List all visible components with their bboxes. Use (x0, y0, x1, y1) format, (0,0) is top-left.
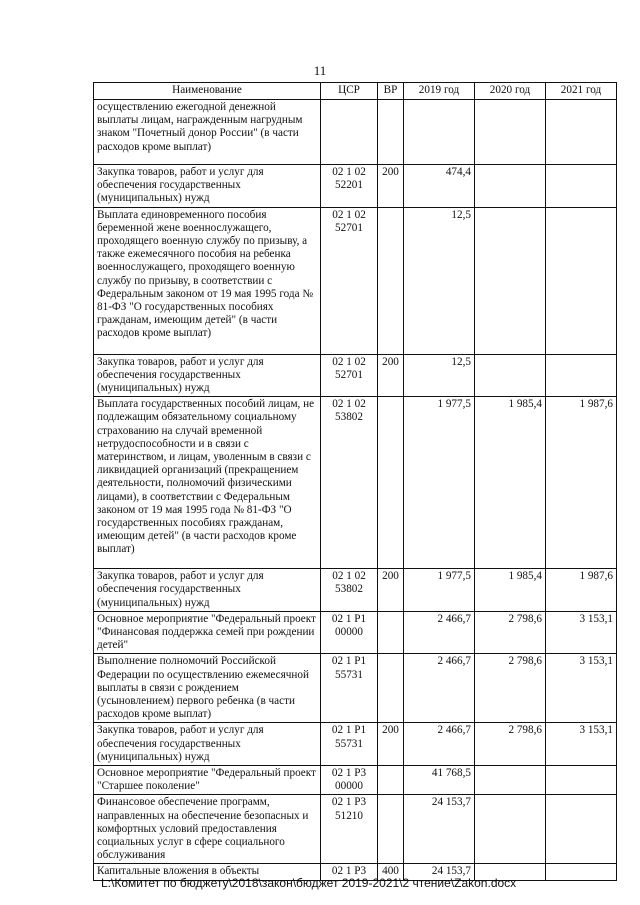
cell-2021 (546, 165, 617, 208)
cell-2019: 1 977,5 (404, 569, 475, 612)
cell-2021 (546, 795, 617, 864)
cell-2019: 12,5 (404, 354, 475, 397)
cell-csr: 02 1 P1 55731 (321, 723, 378, 766)
table-row (94, 207, 617, 354)
table-row (94, 100, 617, 165)
cell-vr: 200 (378, 165, 404, 208)
cell-name: осуществлению ежегодной денежной выплаты лицам, награжденным нагрудным знаком "Почетный донор России" (в части расходов кроме выплат) (94, 100, 321, 165)
cell-2019: 2 466,7 (404, 654, 475, 723)
cell-vr: 200 (378, 569, 404, 612)
header-2021: 2021 год (546, 83, 617, 100)
table-row (94, 766, 617, 795)
cell-csr: 02 1 P1 00000 (321, 611, 378, 654)
cell-2020 (475, 207, 546, 354)
cell-2020: 1 985,4 (475, 397, 546, 569)
cell-vr (378, 207, 404, 354)
cell-2019: 12,5 (404, 207, 475, 354)
cell-2021: 3 153,1 (546, 723, 617, 766)
cell-2019: 24 153,7 (404, 795, 475, 864)
cell-2019: 41 768,5 (404, 766, 475, 795)
cell-2020: 2 798,6 (475, 654, 546, 723)
cell-2021: 1 987,6 (546, 397, 617, 569)
cell-2021 (546, 766, 617, 795)
budget-table (93, 82, 617, 881)
cell-2021: 3 153,1 (546, 611, 617, 654)
cell-vr: 400 (378, 864, 404, 880)
header-vr: ВР (378, 83, 404, 100)
cell-2020: 2 798,6 (475, 723, 546, 766)
cell-vr (378, 611, 404, 654)
cell-name: Основное мероприятие "Федеральный проект "Финансовая поддержка семей при рождении детей" (94, 611, 321, 654)
cell-csr: 02 1 02 52701 (321, 354, 378, 397)
cell-csr: 02 1 02 53802 (321, 397, 378, 569)
cell-name: Выплата государственных пособий лицам, не подлежащим обязательному социальному страхованию на случай временной нетрудоспособности и в связи с материнством, и лицам, уволенным в связи с ликвидацией организаций (прекращением деятельности, полномочий физическими лицами), в соответствии с Федеральным законом от 19 мая 1995 года № 81-ФЗ "О государственных пособиях гражданам, имеющим детей" (в части расходов кроме выплат) (94, 397, 321, 569)
cell-name: Закупка товаров, работ и услуг для обеспечения государственных (муниципальных) нужд (94, 354, 321, 397)
cell-csr (321, 100, 378, 165)
cell-vr: 200 (378, 723, 404, 766)
table-row (94, 795, 617, 864)
table-row (94, 723, 617, 766)
cell-2019: 2 466,7 (404, 611, 475, 654)
table-row (94, 611, 617, 654)
cell-csr: 02 1 P3 00000 (321, 766, 378, 795)
cell-csr: 02 1 P3 (321, 864, 378, 880)
cell-2021 (546, 354, 617, 397)
cell-vr (378, 100, 404, 165)
cell-csr: 02 1 02 52701 (321, 207, 378, 354)
cell-name: Закупка товаров, работ и услуг для обеспечения государственных (муниципальных) нужд (94, 165, 321, 208)
cell-2020: 2 798,6 (475, 611, 546, 654)
cell-2019: 24 153,7 (404, 864, 475, 880)
cell-vr (378, 654, 404, 723)
cell-name: Выполнение полномочий Российской Федерации по осуществлению ежемесячной выплаты в связи с рождением (усыновлением) первого ребенка (в части расходов кроме выплат) (94, 654, 321, 723)
cell-2021: 1 987,6 (546, 569, 617, 612)
table-row (94, 569, 617, 612)
page-number: 11 (313, 63, 327, 78)
cell-vr (378, 766, 404, 795)
cell-csr: 02 1 02 53802 (321, 569, 378, 612)
cell-name: Закупка товаров, работ и услуг для обеспечения государственных (муниципальных) нужд (94, 723, 321, 766)
cell-name: Финансовое обеспечение программ, направленных на обеспечение безопасных и комфортных условий предоставления социальных услуг в сфере социального обслуживания (94, 795, 321, 864)
table-row (94, 397, 617, 569)
cell-vr (378, 795, 404, 864)
cell-2020 (475, 100, 546, 165)
cell-name: Капитальные вложения в объекты (94, 864, 321, 880)
cell-2021 (546, 864, 617, 880)
cell-2019: 1 977,5 (404, 397, 475, 569)
cell-2021: 3 153,1 (546, 654, 617, 723)
table-row (94, 165, 617, 208)
cell-vr: 200 (378, 354, 404, 397)
cell-2020 (475, 165, 546, 208)
cell-2019 (404, 100, 475, 165)
header-name: Наименование (94, 83, 321, 100)
cell-vr (378, 397, 404, 569)
table-row (94, 654, 617, 723)
header-csr: ЦСР (321, 83, 378, 100)
cell-2020 (475, 354, 546, 397)
cell-2020 (475, 766, 546, 795)
cell-2019: 474,4 (404, 165, 475, 208)
cell-csr: 02 1 P3 51210 (321, 795, 378, 864)
cell-2021 (546, 207, 617, 354)
cell-csr: 02 1 P1 55731 (321, 654, 378, 723)
cell-2020: 1 985,4 (475, 569, 546, 612)
cell-2020 (475, 795, 546, 864)
table-header-row (94, 83, 617, 100)
cell-csr: 02 1 02 52201 (321, 165, 378, 208)
cell-name: Выплата единовременного пособия беременной жене военнослужащего, проходящего военную службу по призыву, а также ежемесячного пособия на ребенка военнослужащего, проходящего военную службу по призыву, в соответствии с Федеральным законом от 19 мая 1995 года № 81-ФЗ "О государственных пособиях гражданам, имеющим детей" (в части расходов кроме выплат) (94, 207, 321, 354)
header-2020: 2020 год (475, 83, 546, 100)
cell-2019: 2 466,7 (404, 723, 475, 766)
header-2019: 2019 год (404, 83, 475, 100)
cell-name: Основное мероприятие "Федеральный проект "Старшее поколение" (94, 766, 321, 795)
table-row (94, 354, 617, 397)
cell-name: Закупка товаров, работ и услуг для обеспечения государственных (муниципальных) нужд (94, 569, 321, 612)
cell-2021 (546, 100, 617, 165)
file-path-footer: L:\Комитет по бюджету\2018\закон\бюджет 2019-2021\2 чтение\Zakon.docx (101, 876, 517, 890)
